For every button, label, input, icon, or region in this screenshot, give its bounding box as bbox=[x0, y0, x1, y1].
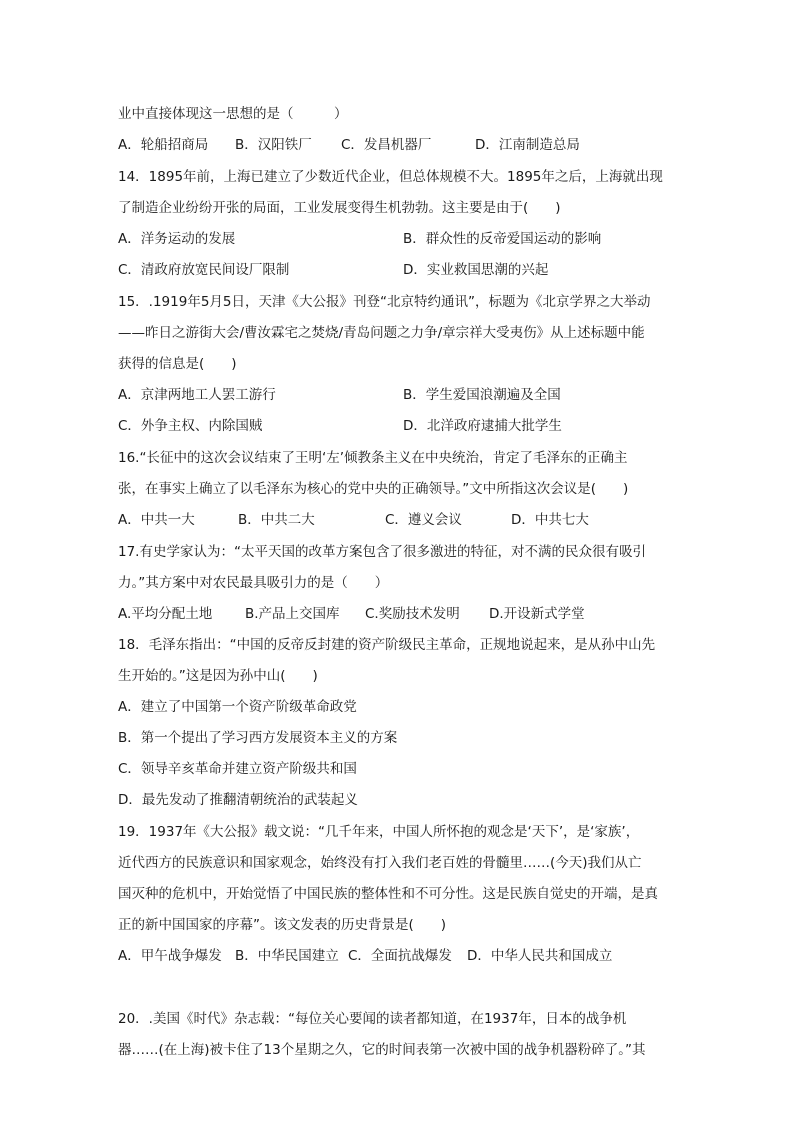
q16-option-a: A．中共一大 bbox=[118, 512, 195, 528]
q15-option-c: C．外争主权、内除国贼 bbox=[118, 418, 263, 434]
q18-option-a: A．建立了中国第一个资产阶级革命政党 bbox=[118, 699, 357, 715]
q17-option-c: C.奖励技术发明 bbox=[365, 606, 460, 622]
q14-option-c: C．清政府放宽民间设厂限制 bbox=[118, 262, 290, 278]
q18-stem-line-1: 18．毛泽东指出：“中国的反帝反封建的资产阶级民主革命，正规地说起来，是从孙中山先 bbox=[118, 637, 656, 653]
q20-stem-line-1: 20．.美国《时代》杂志载：“每位关心要闻的读者都知道，在1937年，日本的战争机 bbox=[118, 1011, 627, 1027]
q15-option-d: D．北洋政府逮捕大批学生 bbox=[403, 418, 562, 434]
q15-stem-line-3: 获得的信息是( ) bbox=[118, 356, 237, 372]
q14-option-a: A．洋务运动的发展 bbox=[118, 231, 236, 247]
q20-stem-line-2: 器……(在上海)被卡住了13个星期之久，它的时间表第一次被中国的战争机器粉碎了。”其 bbox=[118, 1042, 646, 1058]
q17-option-d: D.开设新式学堂 bbox=[489, 606, 585, 622]
q16-option-d: D．中共七大 bbox=[511, 512, 589, 528]
q15-stem-line-2: ——昨日之游街大会/曹汝霖宅之焚烧/青岛问题之力争/章宗祥大受夷伤》从上述标题中能 bbox=[118, 325, 645, 341]
q18-option-d: D．最先发动了推翻清朝统治的武装起义 bbox=[118, 792, 358, 808]
q13-option-a: A．轮船招商局 bbox=[118, 137, 209, 153]
q18-stem-line-2: 生开始的。”这是因为孙中山( ) bbox=[118, 668, 318, 684]
q18-option-b: B．第一个提出了学习西方发展资本主义的方案 bbox=[118, 730, 398, 746]
q17-option-a: A.平均分配土地 bbox=[118, 606, 213, 622]
q19-option-c: C．全面抗战爆发 bbox=[348, 948, 452, 964]
q19-option-d: D．中华人民共和国成立 bbox=[467, 948, 613, 964]
q19-stem-line-2: 近代西方的民族意识和国家观念，始终没有打入我们老百姓的骨髓里……(今天)我们从亡 bbox=[118, 855, 642, 871]
q15-stem-line-1: 15．.1919年5月5日，天津《大公报》刊登“北京特约通讯”，标题为《北京学界之大举动 bbox=[118, 294, 651, 310]
q15-option-a: A．京津两地工人罢工游行 bbox=[118, 387, 276, 403]
q13-stem: 业中直接体现这一思想的是（ ） bbox=[118, 106, 348, 122]
q17-stem-line-2: 力。”其方案中对农民最具吸引力的是（ ） bbox=[118, 575, 389, 591]
q13-option-c: C．发昌机器厂 bbox=[341, 137, 432, 153]
q16-option-b: B．中共二大 bbox=[238, 512, 315, 528]
q17-option-b: B.产品上交国库 bbox=[245, 606, 340, 622]
q16-stem-line-2: 张，在事实上确立了以毛泽东为核心的党中央的正确领导。”文中所指这次会议是( ) bbox=[118, 481, 629, 497]
q19-stem-line-1: 19．1937年《大公报》载文说：“几千年来，中国人所怀抱的观念是‘天下’，是‘家族’， bbox=[118, 824, 640, 840]
q19-stem-line-3: 国灭种的危机中，开始觉悟了中国民族的整体性和不可分性。这是民族自觉史的开端，是真 bbox=[118, 886, 658, 902]
q17-stem-line-1: 17.有史学家认为：“太平天国的改革方案包含了很多激进的特征，对不满的民众很有吸引 bbox=[118, 544, 646, 560]
q14-option-b: B．群众性的反帝爱国运动的影响 bbox=[403, 231, 602, 247]
q19-option-b: B．中华民国建立 bbox=[235, 948, 339, 964]
q16-stem-line-1: 16.“长征中的这次会议结束了王明‘左’倾教条主义在中央统治，肯定了毛泽东的正确主 bbox=[118, 450, 628, 466]
q16-option-c: C．遵义会议 bbox=[385, 512, 462, 528]
q19-option-a: A．甲午战争爆发 bbox=[118, 948, 222, 964]
q18-option-c: C．领导辛亥革命并建立资产阶级共和国 bbox=[118, 761, 357, 777]
q15-option-b: B．学生爱国浪潮遍及全国 bbox=[403, 387, 561, 403]
q13-option-b: B．汉阳铁厂 bbox=[235, 137, 312, 153]
q19-stem-line-4: 正的新中国国家的序幕”。该文发表的历史背景是( ) bbox=[118, 917, 447, 933]
q14-stem-line-1: 14．1895年前，上海已建立了少数近代企业，但总体规模不大。1895年之后，上海就出现 bbox=[118, 169, 663, 185]
q14-option-d: D．实业救国思潮的兴起 bbox=[403, 262, 549, 278]
q13-option-d: D．江南制造总局 bbox=[475, 137, 580, 153]
q14-stem-line-2: 了制造企业纷纷开张的局面，工业发展变得生机勃勃。这主要是由于( ) bbox=[118, 200, 561, 216]
